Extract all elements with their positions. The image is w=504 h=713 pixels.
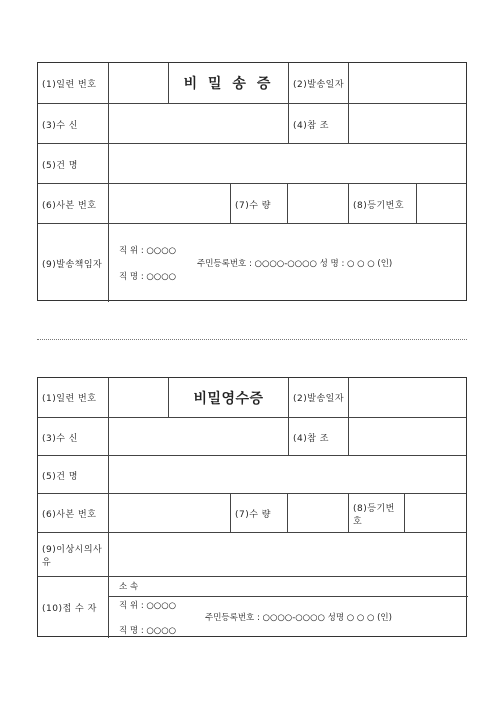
form2-quantity-label: (7)수 량 (230, 494, 287, 533)
form2-row-serial (38, 378, 466, 417)
form2-position-line: 직 위 : ○○○○ (119, 601, 177, 611)
form2-receiver-value (108, 577, 468, 638)
form1-date-value[interactable] (348, 63, 468, 103)
form1-row-recipient (38, 103, 466, 144)
form1-date-label: (2)발송일자 (288, 63, 348, 103)
form2-quantity-value[interactable] (287, 494, 348, 533)
form2-reg-value[interactable] (404, 494, 468, 533)
form1-recipient-value[interactable] (108, 104, 288, 144)
form2-row-recipient (38, 417, 466, 456)
form1-id-line: 주민등록번호 : ○○○○-○○○○ 성 명 : ○ ○ ○ (인) (197, 259, 393, 269)
form1-quantity-label: (7)수 량 (230, 184, 287, 224)
form2-recipient-label: (3)수 신 (42, 433, 78, 444)
form1-subject-label: (5)건 명 (42, 160, 78, 171)
form1-row-copy (38, 183, 466, 224)
form2-reference-label: (4)참 조 (288, 418, 348, 456)
form1-reg-label: (8)등기번호 (348, 184, 416, 224)
form1-row-subject (38, 143, 466, 184)
form1-recipient-label: (3)수 신 (42, 120, 78, 131)
form2-receiver-divider (109, 596, 468, 597)
form2-date-label: (2)발송일자 (288, 378, 348, 417)
form2-row-receiver (38, 576, 466, 638)
form2-reason-label: (9)이상시의사유 (42, 545, 103, 568)
form2-subject-value[interactable] (108, 456, 468, 494)
form1-row-serial (38, 63, 466, 103)
form2-serial-label: (1)일련 번호 (42, 394, 97, 404)
form2-row-subject (38, 455, 466, 494)
secret-receipt-form (37, 377, 467, 637)
form1-reg-value[interactable] (416, 184, 468, 224)
form2-rank-line: 직 명 : ○○○○ (119, 626, 177, 636)
form2-subject-label: (5)건 명 (42, 471, 78, 482)
form2-row-reason (38, 532, 466, 577)
form2-date-value[interactable] (348, 378, 468, 417)
form1-reference-value[interactable] (348, 104, 468, 144)
form1-copy-value[interactable] (108, 184, 230, 224)
form2-serial-value[interactable] (108, 378, 168, 417)
form2-reg-label: (8)등기번호 (348, 494, 404, 533)
cut-line-divider (37, 339, 467, 340)
form1-rank-line: 직 명 : ○○○○ (119, 272, 177, 282)
form1-row-officer (38, 223, 466, 302)
form1-serial-label: (1)일련 번호 (42, 79, 97, 90)
form2-reference-value[interactable] (348, 418, 468, 456)
form1-reference-label: (4)참 조 (288, 104, 348, 144)
form1-subject-value[interactable] (108, 144, 468, 184)
form1-copy-label: (6)사본 번호 (42, 200, 97, 211)
form1-position-line: 직 위 : ○○○○ (119, 246, 177, 256)
form1-officer-label: (9)발송책임자 (42, 259, 103, 270)
form2-row-copy (38, 493, 466, 533)
form2-reason-value[interactable] (108, 533, 468, 577)
form2-title: 비밀영수증 (168, 378, 288, 417)
secret-dispatch-form (37, 62, 467, 301)
form2-id-line: 주민등록번호 : ○○○○-○○○○ 성명 ○ ○ ○ (인) (205, 613, 392, 623)
form1-quantity-value[interactable] (287, 184, 348, 224)
form2-copy-label: (6)사본 번호 (42, 510, 97, 520)
form2-affiliation-line: 소 속 (119, 582, 139, 592)
form1-officer-value (108, 224, 468, 302)
form2-copy-value[interactable] (108, 494, 230, 533)
form2-receiver-label: (10)접 수 자 (42, 604, 97, 614)
form2-recipient-value[interactable] (108, 418, 288, 456)
form1-title: 비 밀 송 증 (168, 63, 288, 103)
form1-serial-value[interactable] (108, 63, 168, 103)
